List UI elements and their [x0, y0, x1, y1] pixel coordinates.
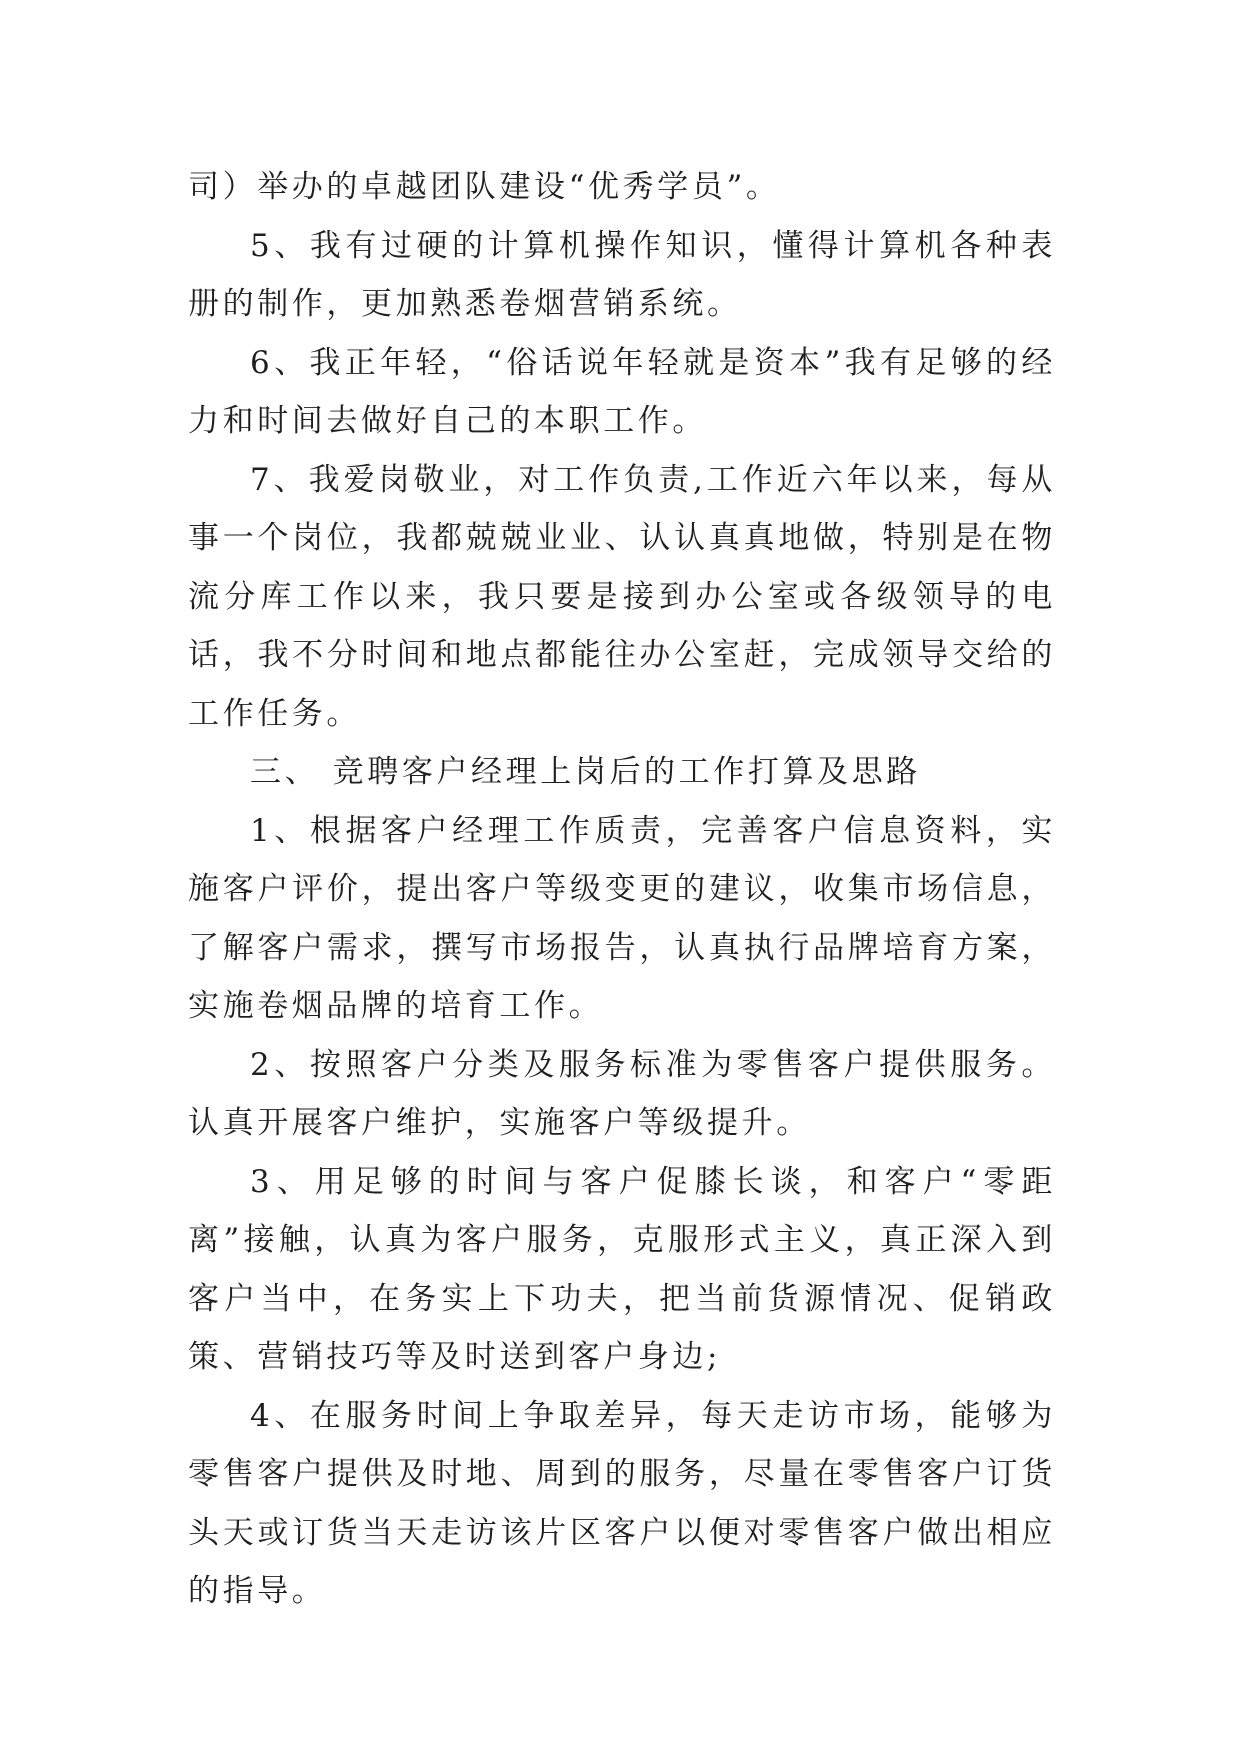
- paragraph-plan-1: 1、根据客户经理工作质责，完善客户信息资料，实施客户评价，提出客户等级变更的建议，收集市场信息，了解客户需求，撰写市场报告，认真执行品牌培育方案，实施卷烟品牌的培育工作。: [188, 812, 1056, 1024]
- paragraph-plan-4: 4、在服务时间上争取差异，每天走访市场，能够为零售客户提供及时地、周到的服务，尽量在零售客户订货头天或订货当天走访该片区客户以便对零售客户做出相应的指导。: [188, 1397, 1056, 1609]
- document-body: [188, 158, 1056, 1621]
- paragraph-continuation: 司）举办的卓越团队建设“优秀学员”。: [188, 169, 781, 205]
- paragraph-item-5: 5、我有过硬的计算机操作知识，懂得计算机各种表册的制作，更加熟悉卷烟营销系统。: [188, 227, 1056, 322]
- paragraph-item-6: 6、我正年轻，“俗话说年轻就是资本”我有足够的经力和时间去做好自己的本职工作。: [188, 344, 1056, 439]
- section-heading-3: 三、 竞聘客户经理上岗后的工作打算及思路: [250, 754, 921, 790]
- paragraph-plan-2: 2、按照客户分类及服务标准为零售客户提供服务。认真开展客户维护，实施客户等级提升。: [188, 1046, 1056, 1141]
- paragraph-plan-3: 3、用足够的时间与客户促膝长谈，和客户“零距离”接触，认真为客户服务，克服形式主义，真正深入到客户当中，在务实上下功夫，把当前货源情况、促销政策、营销技巧等及时送到客户身边;: [188, 1163, 1056, 1375]
- paragraph-item-7: 7、我爱岗敬业，对工作负责,工作近六年以来，每从事一个岗位，我都兢兢业业、认认真真地做，特别是在物流分库工作以来，我只要是接到办公室或各级领导的电话，我不分时间和地点都能往办公室赶，完成领导交给的工作任务。: [188, 461, 1056, 732]
